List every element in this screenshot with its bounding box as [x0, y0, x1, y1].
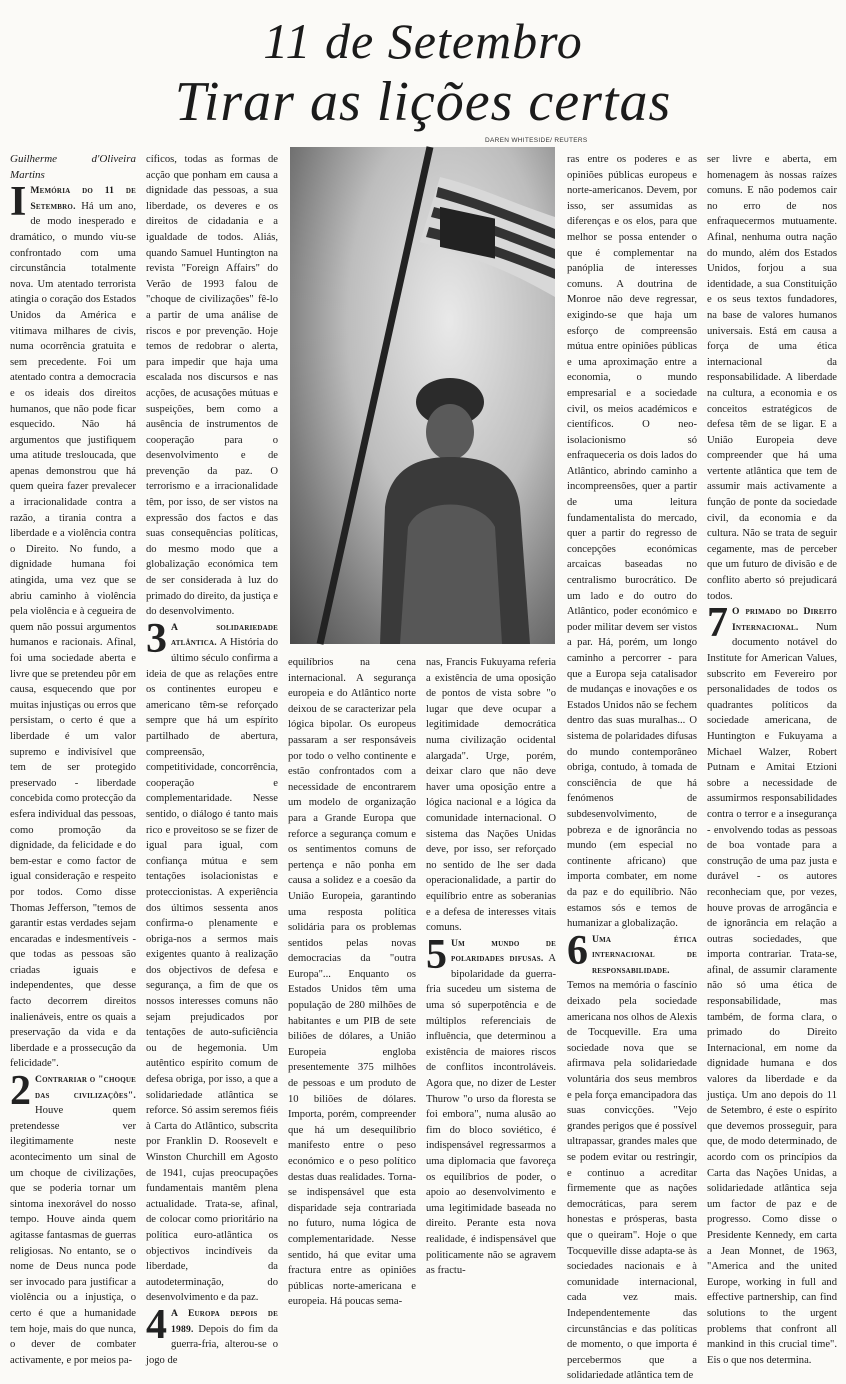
section-5-number: 5	[426, 931, 447, 978]
section-2-number: 2	[10, 1068, 31, 1115]
section-3-number: 3	[146, 615, 167, 662]
section-1	[10, 179, 136, 1072]
section-5	[426, 931, 556, 1279]
soldier-flag-illustration	[290, 147, 555, 644]
section-1-kicker: Memória do 11 de Setembro.	[30, 185, 136, 212]
section-3	[146, 615, 278, 1306]
section-4-kicker: A Europa depois de 1989.	[171, 1307, 278, 1335]
section-2-kicker: Contrariar o "choque das civilizações".	[35, 1074, 136, 1101]
section-7-number: 7	[707, 600, 728, 647]
column-6	[707, 152, 837, 1366]
headline-line-1: 11 de Setembro	[263, 13, 583, 69]
section-1-number: I	[10, 179, 27, 226]
section-4-end: nas, Francis Fukuyama referia a existência de uma oposição de pontos de vista sobre "o lugar que deve ocupar a legitimidade democrática numa civilização ocidental alargada". Urge, porém, deixar claro que não deve haver uma oposição entre a lógica nacional e a lógica da comunidade internacional. O sistema das Nações Unidas deve, por isso, ser reforçado no sentido de lhe ser dada operacionalidade, a partir do equilíbrio entre as soberanias e a defesa de interesses vitais comuns.	[426, 657, 556, 934]
section-4-text: Depois do fim da guerra-fria, alterou-se o jogo de	[146, 1323, 278, 1366]
column-3	[288, 655, 416, 1308]
section-3-kicker: A solidariedade atlântica.	[171, 621, 278, 649]
column-4	[426, 655, 556, 1277]
column-2	[146, 152, 278, 1366]
section-7-kicker: O primado do Direito Internacional.	[732, 606, 837, 633]
section-5-text: A bipolaridade da guerra-fria sucedeu um sistema de uma só superpotência e de múltiplos referenciais de influência, que determinou a existência de maiores riscos de conflitos incontroláveis. Agora que, no dizer de Lester Thurow "o urso da floresta se foi embora", numa alusão ao fim do bloco soviético, é indispensável regressarmos a uma diplomacia que favoreça os equilíbrios de poder, o apoio ao desenvolvimento e uma legitimidade baseada no direito. Perante esta nova realidade, é indispensável que politicamente não se agravem as fractu-	[426, 953, 556, 1277]
section-5-kicker: Um mundo de polaridades difusas.	[451, 937, 556, 965]
photo-credit: DAREN WHITESIDE/ REUTERS	[485, 137, 588, 144]
headline-line-2: Tirar as lições certas	[174, 71, 672, 133]
section-6-text: Temos na memória o fascínio deixado pela sociedade americana nos olhos de Alexis de Tocqueville. Era uma sociedade nova que se afirmava pela solidariedade voluntária dos seus membros e pela força emancipadora das suas convicções. "Vejo grandes perigos que é possível ultrapassar, grandes males que se podem evitar ou restringir, e continuo a acreditar firmemente que as nações democráticas, para serem honestas e prósperas, basta que o queiram". Hoje o que Tocqueville disse adapta-se às sociedades nacionais e à comunidade internacional, cada vez mais. Independentemente das circunstâncias e das políticas de momento, o que importa é percebermos que a solidariedade atlântica tem de	[567, 980, 697, 1382]
section-2-text: Houve quem pretendesse ver ilegitimamente neste acontecimento um sinal de um choque de civilizações, que se poderia tornar um sintoma inexorável do nosso tempo. Houve ainda quem agitasse fantasmas de guerras religiosas. No entanto, se o nome de Deus nunca pode ser invocado para justificar a violência ou a injustiça, o certo é que a humanidade tem hoje, mais do que nunca, o dever de combater activamente, e por meios pa-	[10, 1105, 136, 1366]
section-5-continued: ras entre os poderes e as opiniões públicas europeus e norte-americanos. Devem, por isso, ser assumidas as diferenças e os elos, para que melhor se possa entender o que é complementar na panóplia de interesses comuns. A doutrina de Monroe não deve regressar, exigindo-se que haja um esforço de compreensão mútua entre opiniões públicas e uma aproximação entre a economia, o mundo empresarial e a sociedade civil, os meios académicos e científicos. O neo-isolacionismo só enfraqueceria os dois lados do Atlântico, abrindo caminho a incompreensões, quer a partir de uma leitura fundamentalista do mercado, quer a partir do regresso de concepções económicas arcaicas baseadas no centralismo burocrático. De um lado e do outro do Atlântico, poder económico e poder militar devem ser vistos a par. Há, porém, um longo caminho a percorrer - para que a Europa seja catalisador de mudanças e inovações e os Estados Unidos não se fechem dentro das suas muralhas... O sistema de polaridades difusas do mundo contemporâneo obriga, contudo, à tomada de consciência de que há fenómenos de subdesenvolvimento, de pobreza e de ignorância no mundo (em especial no continente africano) que importa combater, em nome da paz e do equilíbrio. Não estamos sós e temos de humanizar a globalização.	[567, 154, 697, 930]
section-2	[10, 1068, 136, 1368]
section-1-text: Há um ano, de modo inesperado e dramático, o mundo viu-se confrontado com uma circunstância totalmente nova. Um atentado terrorista atingia o coração dos Estados Unidos da América e vitimava milhares de civis, numa ocorrência gratuita e sem precedente. Foi um atentado contra a democracia e os ideais dos direitos humanos, que não pode ficar esquecido. Não há argumentos que justifiquem uma atitude tresloucada, que apenas demonstrou que há quem queira fazer prevalecer a irracionalidade contra a razão, a tirania contra a liberdade e a violência contra o Direito. No fundo, a dignidade humana foi atingida, uma vez que se abriu caminho à violência pela violência e à cegueira de quem não possui argumentos humanos e racionais. Afinal, foi uma sociedade aberta e livre que se pretendeu pôr em causa, esquecendo que por muitas injustiças ou erros que persistam, o certo é que a liberdade é um valor supremo e indivisível que tem de ser protegido preservado - liberdade concebida como protecção da esfera individual das pessoas, como promoção da dignidade, da felicidade e do bem-estar e como factor de igual consideração e respeito por todos. Como disse Thomas Jefferson, "temos de garantir estas verdades sejam encaradas e indesmentíveis - que todas as pessoas são criadas iguais e independentes, que desse facto decorrem direitos inalienáveis, entre os quais a preservação da vida e da liberdade e a prossecução da felicidade".	[10, 200, 136, 1070]
author-byline: Guilherme d'Oliveira Martins	[10, 153, 136, 181]
soldier-flag-photo	[290, 147, 555, 644]
section-6-kicker: Uma ética internacional de responsabilidade.	[592, 933, 697, 976]
section-3-text: A História do último século confirma a ideia de que as relações entre os continentes europeu e americano têm-se reforçado sempre que há um espírito partilhado de abertura, compreensão, competitividade, concorrência, cooperação e complementaridade. Nesse sentido, o diálogo é tanto mais rico e proveitoso se se fizer de igual para igual, com confiança mútua e sem tentações isolacionistas e proteccionistas. A experiência dos últimos sessenta anos confirma-o plenamente e obriga-nos a sermos mais exigentes quanto à realização dos objectivos de defesa e segurança, a fim de que os nossos interesses comuns não sejam prejudicados por tentações de auto-suficiência ou de hegemonia. Um autêntico espírito comum de defesa obriga, por isso, a que a solidariedade atlântica se reforce. Só assim seremos fiéis à Carta do Atlântico, subscrita por Franklin D. Roosevelt e Winston Churchill em Agosto de 1941, cujas preocupações fundamentais mantêm plena actualidade. Trata-se, afinal, de colocar como prioritário na política euro-atlântica os objectivos incindíveis da liberdade, da autodeterminação, do desenvolvimento e da paz.	[146, 637, 278, 1304]
section-7	[707, 600, 837, 1368]
section-2-continued: cíficos, todas as formas de acção que ponham em causa a dignidade das pessoas, a sua liberdade, os deveres e os direitos de cidadania e a igualdade de todos. Aliás, quando Samuel Huntington na revista "Foreign Affairs" do Verão de 1993 falou de "choque de civilizações" fê-lo a partir de uma análise de riscos e por prevenção. Hoje temos de redobrar o alerta, para impedir que haja uma escalada nos discursos e nas acções, de acusações mútuas e suspeições, bem como a ausência de instrumentos de cooperação para o desenvolvimento e de prevenção da paz. O terrorismo e a irracionalidade têm, por isso, de ser vistos na expressão dos factos e das suas consequências políticas, do mesmo modo que a globalização económica tem de ser considerada à luz do primado do direito, da justiça e do desenvolvimento.	[146, 154, 278, 618]
section-7-text: Num documento notável do Institute for American Values, subscrito em Fevereiro por personalidades de todos os quadrantes políticos da sociedade americana, de Huntington e Fukuyama a Michael Walzer, Robert Putnam e Amitai Etzioni sobre a necessidade de assumirmos responsabilidades contra o terror e a insegurança - envolvendo todas as pessoas de boa vontade para a construção de uma paz justa e durável - os autores reconheciam que, por vezes, houve provas de arrogância e de ignorância em relação a outras sociedades, que importa contrariar. Trata-se, afinal, de assumir claramente não só uma ética de responsabilidade, mas também, de forma clara, o primado do Direito Internacional, em nome da dignidade humana e dos valores da liberdade e da justiça. Um ano depois do 11 de Setembro, é este o espírito que devemos prosseguir, para que, de modo determinado, de acordo com os princípios da Carta das Nações Unidas, a solidariedade atlântica seja um factor de paz e de progresso. Como disse o Presidente Kennedy, em carta a Jean Monnet, de 1963, "America and the united Europe, working in full and effective partnership, can find solutions to the urgent problems that confront all mankind in this crucial time". Eis o que nos determina.	[707, 621, 837, 1366]
section-4	[146, 1301, 278, 1368]
section-4-number: 4	[146, 1301, 167, 1348]
section-4-continued: equilíbrios na cena internacional. A segurança europeia e do Atlântico norte deixou de se caracterizar pela lógica bipolar. Os europeus passaram a ser responsáveis por todo o velho continente e estão confrontados com a necessidade de encontrarem um modelo de organização para a Grande Europa que reforce a segurança comum e os sentimentos comuns de pertença e não ponha em causa a solidez e a coesão da União Europeia, garantindo uma resposta política solidária para os problemas sentidos pelas novas democracias da "outra Europa"... Enquanto os Estados Unidos têm uma população de 280 milhões de habitantes e um PIB de sete biliões de dólares, a União Europeia engloba presentemente 375 milhões de pessoas e um produto de 10 biliões de dólares. Importa, porém, compreender que há um desequilíbrio manifesto entre o peso económico e o peso político destas duas realidades. Torna-se indispensável que esta disparidade seja contrariada no futuro, numa lógica de complementaridade. Nesse sentido, há que evitar uma fractura entre as opiniões públicas norte-americana e europeia. Há poucas sema-	[288, 657, 416, 1308]
flag-icon	[420, 177, 555, 297]
soldier-icon	[380, 378, 530, 644]
section-6-number: 6	[567, 927, 588, 974]
column-5	[567, 152, 697, 1382]
section-6	[567, 927, 697, 1384]
column-1	[10, 152, 136, 1366]
section-6-continued: ser livre e aberta, em homenagem às nossas raízes comuns. E não podemos cair no erro de nos enfraquecermos mutuamente. Afinal, nenhuma outra nação do mundo, além dos Estados Unidos, forjou a sua identidade, a sua Constituição e os seus textos fundadores, na base de valores humanos universais. Está em causa a força de uma ética internacional da responsabilidade. A liberdade na cultura, a economia e os conceitos estratégicos de defesa têm de se ligar. E a União Europeia deve compreender que há uma vertente atlântica que tem de assumir mais activamente a função de ponte da sociedade civil, da economia e da cultura. Não se trata de seguir cegamente, mas de perceber que um futuro de divisão e de conflito aberto só prejudicará todos.	[707, 154, 837, 602]
